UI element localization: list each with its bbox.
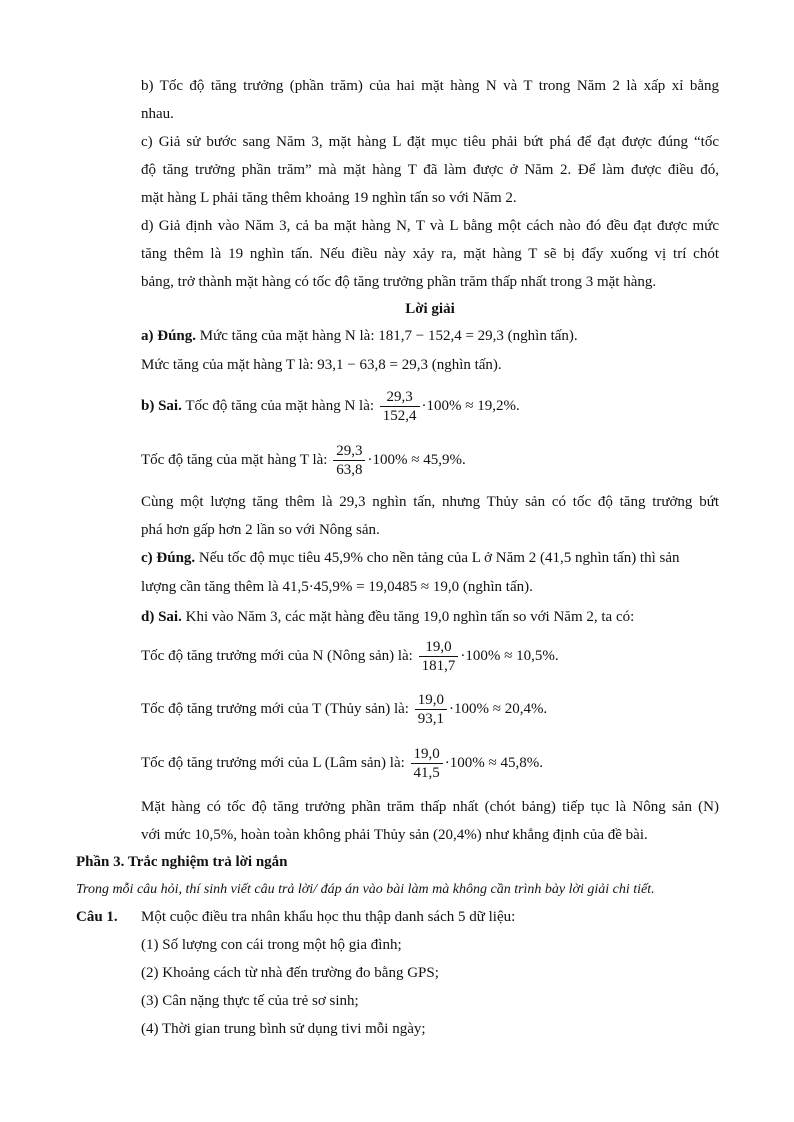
- question-1-item: (2) Khoảng cách từ nhà đến trường đo bằng GPS;: [141, 965, 439, 981]
- formula-text: Tốc độ tăng của mặt hàng T là:: [141, 452, 332, 468]
- formula-text: Tốc độ tăng trưởng mới của N (Nông sản) là:: [141, 648, 417, 664]
- statement-c-line-3: mặt hàng L phải tăng thêm khoảng 19 nghìn tấn so với Năm 2.: [141, 190, 517, 206]
- fraction: [415, 691, 447, 728]
- formula-result: ·100% ≈ 45,9%.: [367, 452, 466, 468]
- statement-d-line-1: d) Giả định vào Năm 3, cả ba mặt hàng N, T và L bằng một cách nào đó đều đạt được mức: [141, 218, 719, 234]
- solution-b-formula-n: [141, 388, 520, 425]
- solution-b-comment-line-2: phá hơn gấp hơn 2 lần so với Nông sản.: [141, 522, 380, 538]
- solution-d-formula-t: [141, 691, 547, 728]
- fraction-denominator: 41,5: [413, 765, 440, 781]
- question-1-item: (3) Cân nặng thực tế của trẻ sơ sinh;: [141, 993, 359, 1009]
- fraction-numerator: 29,3: [333, 442, 365, 461]
- fraction-denominator: 152,4: [382, 408, 417, 424]
- statement-d-line-3: bảng, trở thành mặt hàng có tốc độ tăng trưởng phần trăm thấp nhất trong 3 mặt hàng.: [141, 274, 657, 290]
- fraction-denominator: 181,7: [421, 658, 456, 674]
- question-1-text: Một cuộc điều tra nhân khẩu học thu thập danh sách 5 dữ liệu:: [141, 909, 516, 925]
- statement-c-line-1: c) Giả sử bước sang Năm 3, mặt hàng L đặt mục tiêu phải bứt phá để đạt được đúng “tốc: [141, 134, 719, 150]
- solution-d-formula-l: [141, 745, 543, 782]
- formula-text: Tốc độ tăng trưởng mới của L (Lâm sản) là:: [141, 755, 409, 771]
- solution-d-formula-n: [141, 638, 559, 675]
- question-1-label: Câu 1.: [76, 909, 118, 925]
- statement-b-line-2: nhau.: [141, 106, 174, 122]
- solution-c-text: Nếu tốc độ mục tiêu 45,9% cho nền tảng của L ở Năm 2 (41,5 nghìn tấn) thì sản: [195, 550, 680, 566]
- formula-result: ·100% ≈ 19,2%.: [421, 398, 520, 414]
- solution-b-comment-line-1: Cùng một lượng tăng thêm là 29,3 nghìn tấn, nhưng Thủy sản có tốc độ tăng trưởng bứt: [141, 494, 719, 510]
- fraction-numerator: 19,0: [415, 691, 447, 710]
- fraction-numerator: 19,0: [411, 745, 443, 764]
- fraction-numerator: 19,0: [419, 638, 459, 657]
- solution-d-label: d) Sai.: [141, 609, 182, 625]
- statement-d-line-2: tăng thêm là 19 nghìn tấn. Nếu điều này xảy ra, mặt hàng T sẽ bị đẩy xuống vị trí chót: [141, 246, 719, 262]
- fraction: [419, 638, 459, 675]
- formula-result: ·100% ≈ 20,4%.: [448, 701, 548, 717]
- fraction-denominator: 93,1: [417, 711, 444, 727]
- statement-c-line-2: độ tăng trưởng phần trăm” mà mặt hàng T đã làm được ở Năm 2. Để làm được điều đó,: [141, 162, 719, 178]
- fraction: [411, 745, 443, 782]
- formula-text: Tốc độ tăng trưởng mới của T (Thủy sản) là:: [141, 701, 413, 717]
- solution-d-comment-line-1: Mặt hàng có tốc độ tăng trưởng phần trăm thấp nhất (chót bảng) tiếp tục là Nông sản (N): [141, 799, 719, 815]
- solution-c-line-2: lượng cần tăng thêm là 41,5·45,9% = 19,0485 ≈ 19,0 (nghìn tấn).: [141, 579, 533, 595]
- solution-d-text: Khi vào Năm 3, các mặt hàng đều tăng 19,0 nghìn tấn so với Năm 2, ta có:: [181, 609, 635, 625]
- formula-result: ·100% ≈ 45,8%.: [444, 755, 543, 771]
- solution-b-text: Tốc độ tăng của mặt hàng N là:: [181, 398, 378, 414]
- fraction: [333, 442, 365, 479]
- question-1-item: (4) Thời gian trung bình sử dụng tivi mỗi ngày;: [141, 1021, 426, 1037]
- fraction-denominator: 63,8: [336, 462, 363, 478]
- solution-a-line-2: Mức tăng của mặt hàng T là: 93,1 − 63,8 = 29,3 (nghìn tấn).: [141, 357, 502, 373]
- formula-result: ·100% ≈ 10,5%.: [460, 648, 559, 664]
- solution-a-label: a) Đúng.: [141, 328, 197, 344]
- solution-d-comment-line-2: với mức 10,5%, hoàn toàn không phải Thủy sản (20,4%) như khẳng định của đề bài.: [141, 827, 648, 843]
- fraction-numerator: 29,3: [380, 388, 420, 407]
- solution-c-line-1: [141, 548, 719, 568]
- part3-title: Phần 3. Trắc nghiệm trả lời ngắn: [76, 854, 288, 870]
- solution-d-line-1: [141, 607, 719, 627]
- solution-a-line-1: [141, 326, 719, 346]
- solution-a-text: Mức tăng của mặt hàng N là: 181,7 − 152,4 = 29,3 (nghìn tấn).: [196, 328, 578, 344]
- solution-c-label: c) Đúng.: [141, 550, 196, 566]
- statement-b-line-1: b) Tốc độ tăng trưởng (phần trăm) của hai mặt hàng N và T trong Năm 2 là xấp xỉ bằng: [141, 78, 719, 94]
- question-1-item: (1) Số lượng con cái trong một hộ gia đình;: [141, 937, 402, 953]
- solution-b-label: b) Sai.: [141, 398, 182, 414]
- solution-title: Lời giải: [405, 301, 455, 317]
- fraction: [380, 388, 420, 425]
- solution-b-formula-t: [141, 442, 466, 479]
- part3-instructions: Trong mỗi câu hỏi, thí sinh viết câu trả lời/ đáp án vào bài làm mà không cần trình bày lời giải chi tiết.: [76, 882, 655, 897]
